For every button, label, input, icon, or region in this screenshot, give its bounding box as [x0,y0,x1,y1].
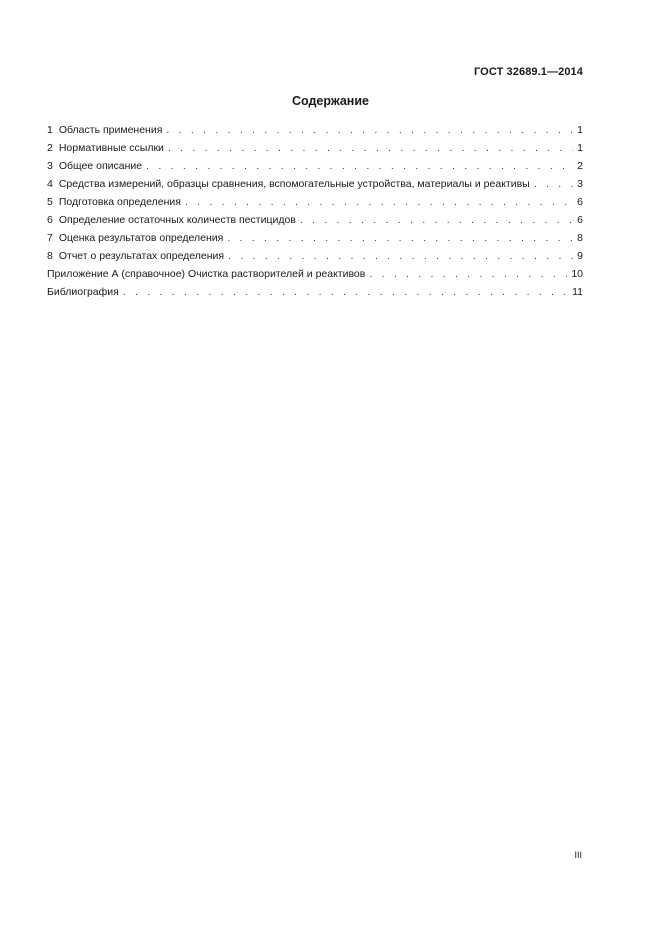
toc-entry[interactable] [47,157,583,175]
toc-entry-label: Область применения [58,124,163,136]
toc-entry-label: Общее описание [58,160,143,172]
page-title: Содержание [291,94,369,108]
toc-entry[interactable] [47,175,583,193]
toc-entry-number: 2 [47,142,53,154]
toc-entry-page: 1 [577,124,583,136]
toc-leader-dots [228,247,573,265]
toc-entry-page: 10 [571,268,583,280]
toc-entry-page: 9 [577,250,583,262]
toc-leader-dots [227,229,573,247]
toc-entry[interactable] [47,121,583,139]
toc-entry-label: Подготовка определения [58,196,181,208]
toc-entry-page: 11 [572,286,583,298]
toc-entry-label: Средства измерений, образцы сравнения, вспомогательные устройства, материалы и реактивы [58,178,530,190]
toc-entry-label: Библиография [47,286,119,298]
toc-entry-label: Нормативные ссылки [58,142,164,154]
toc-entry-label: Приложение А (справочное) Очистка растворителей и реактивов [47,268,366,280]
toc-leader-dots [185,193,573,211]
toc-entry-number: 8 [47,250,53,262]
toc-entry[interactable] [47,139,583,157]
table-of-contents [47,121,583,301]
toc-entry[interactable] [47,211,583,229]
toc-leader-dots [168,139,573,157]
toc-entry-label: Отчет о результатах определения [58,250,225,262]
toc-leader-dots [369,265,567,283]
toc-entry-number: 1 [47,124,53,136]
toc-entry-page: 3 [577,178,583,190]
toc-entry-page: 2 [577,160,583,172]
toc-entry[interactable] [47,193,583,211]
toc-entry-number: 7 [47,232,53,244]
toc-entry-page: 6 [577,214,583,226]
toc-entry-appendix[interactable] [47,265,583,283]
toc-entry[interactable] [47,229,583,247]
page-number: III [574,850,582,860]
toc-entry[interactable] [47,247,583,265]
document-header-id: ГОСТ 32689.1—2014 [473,66,583,78]
toc-leader-dots [123,283,568,301]
toc-leader-dots [300,211,573,229]
toc-entry-label: Определение остаточных количеств пестицидов [58,214,296,226]
toc-entry-number: 3 [47,160,53,172]
toc-entry-bibliography[interactable] [47,283,583,301]
toc-entry-page: 8 [577,232,583,244]
toc-leader-dots [146,157,573,175]
toc-leader-dots [166,121,573,139]
toc-entry-page: 6 [577,196,583,208]
toc-entry-number: 4 [47,178,53,190]
toc-leader-dots [534,175,573,193]
toc-entry-number: 5 [47,196,53,208]
toc-entry-label: Оценка результатов определения [58,232,224,244]
toc-entry-page: 1 [577,142,583,154]
toc-entry-number: 6 [47,214,53,226]
